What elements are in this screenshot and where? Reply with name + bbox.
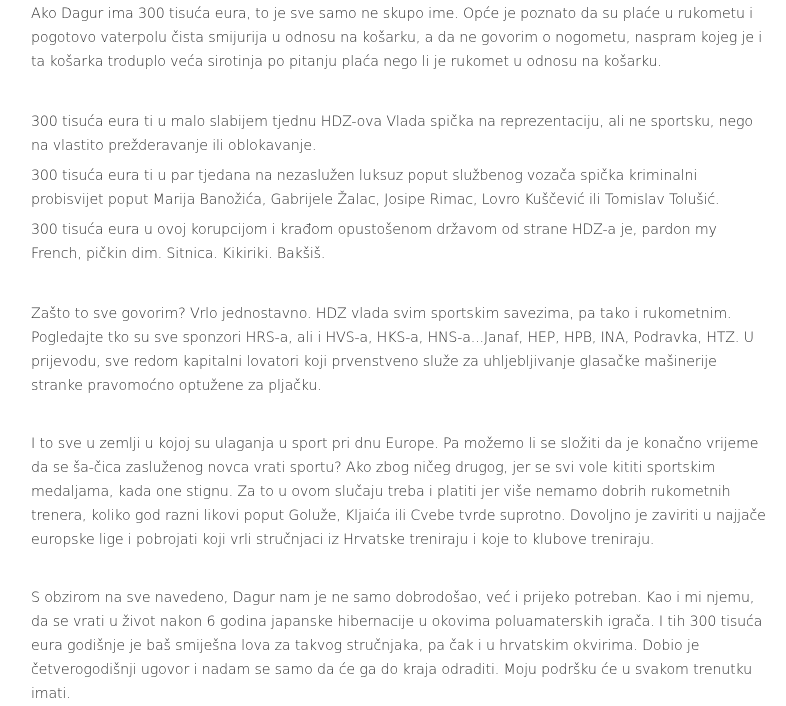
paragraph-3: 300 tisuća eura ti u par tjedana na nezaslužen luksuz poput službenog vozača spička kriminalni probisvijet poput Marija Banožića, Gabrijele Žalac, Josipe Rimac, Lovro Kuščević ili Tomislav Tolušić.: [31, 168, 720, 208]
paragraph-1: Ako Dagur ima 300 tisuća eura, to je sve samo ne skupo ime. Opće je poznato da su plaće u rukometu i pogotovo vaterpolu čista smijurija u odnosu na košarku, a da ne govorim o nogometu, naspram kojeg je i ta košarka troduplo veća sirotinja po pitanju plaća nego li je rukomet u odnosu na košarku.: [31, 6, 763, 70]
paragraph-7: S obzirom na sve navedeno, Dagur nam je ne samo dobrodošao, već i prijeko potreban. Kao i mi njemu, da se vrati u život nakon 6 godina japanske hibernacije u okovima poluamaterskih igrača. I tih 300 tisuća eura godišnje je baš smiješna lova za takvog stručnjaka, pa čak i u hrvatskim okvirima. Dobio je četverogodišnji ugovor i nadam se samo da će ga do kraja odraditi. Moju podršku će u svakom trenutku imati.: [31, 590, 763, 702]
paragraph-2: 300 tisuća eura ti u malo slabijem tjednu HDZ-ova Vlada spička na reprezentaciju, ali ne sportsku, nego na vlastito prežderavanje ili oblokavanje.: [31, 114, 753, 154]
paragraph-6: I to sve u zemlji u kojoj su ulaganja u sport pri dnu Europe. Pa možemo li se složiti da je konačno vrijeme da se ša-čica zasluženog novca vrati sportu? Ako zbog ničeg drugog, jer se svi vole kititi sportskim medaljama, kada one stignu. Za to u ovom slučaju treba i platiti jer više nemamo dobrih rukometnih trenera, koliko god razni likovi poput Goluže, Kljaića ili Cvebe tvrde suprotno. Dovoljno je zaviriti u najjače europske lige i pobrojati koji vrli stručnjaci iz Hrvatske treniraju i koje to klubove treniraju.: [31, 436, 766, 548]
paragraph-4: 300 tisuća eura u ovoj korupcijom i krađom opustošenom državom od strane HDZ-a je, pardon my French, pičkin dim. Sitnica. Kikiriki. Bakšiš.: [31, 222, 717, 262]
paragraph-5: Zašto to sve govorim? Vrlo jednostavno. HDZ vlada svim sportskim savezima, pa tako i rukometnim. Pogledajte tko su sve sponzori HRS-a, ali i HVS-a, HKS-a, HNS-a...Janaf, HEP, HPB, INA, Podravka, HTZ. U prijevodu, sve redom kapitalni lovatori koji prvenstveno služe za uhljebljivanje glasačke mašinerije stranke pravomoćno optužene za pljačku.: [31, 306, 754, 394]
